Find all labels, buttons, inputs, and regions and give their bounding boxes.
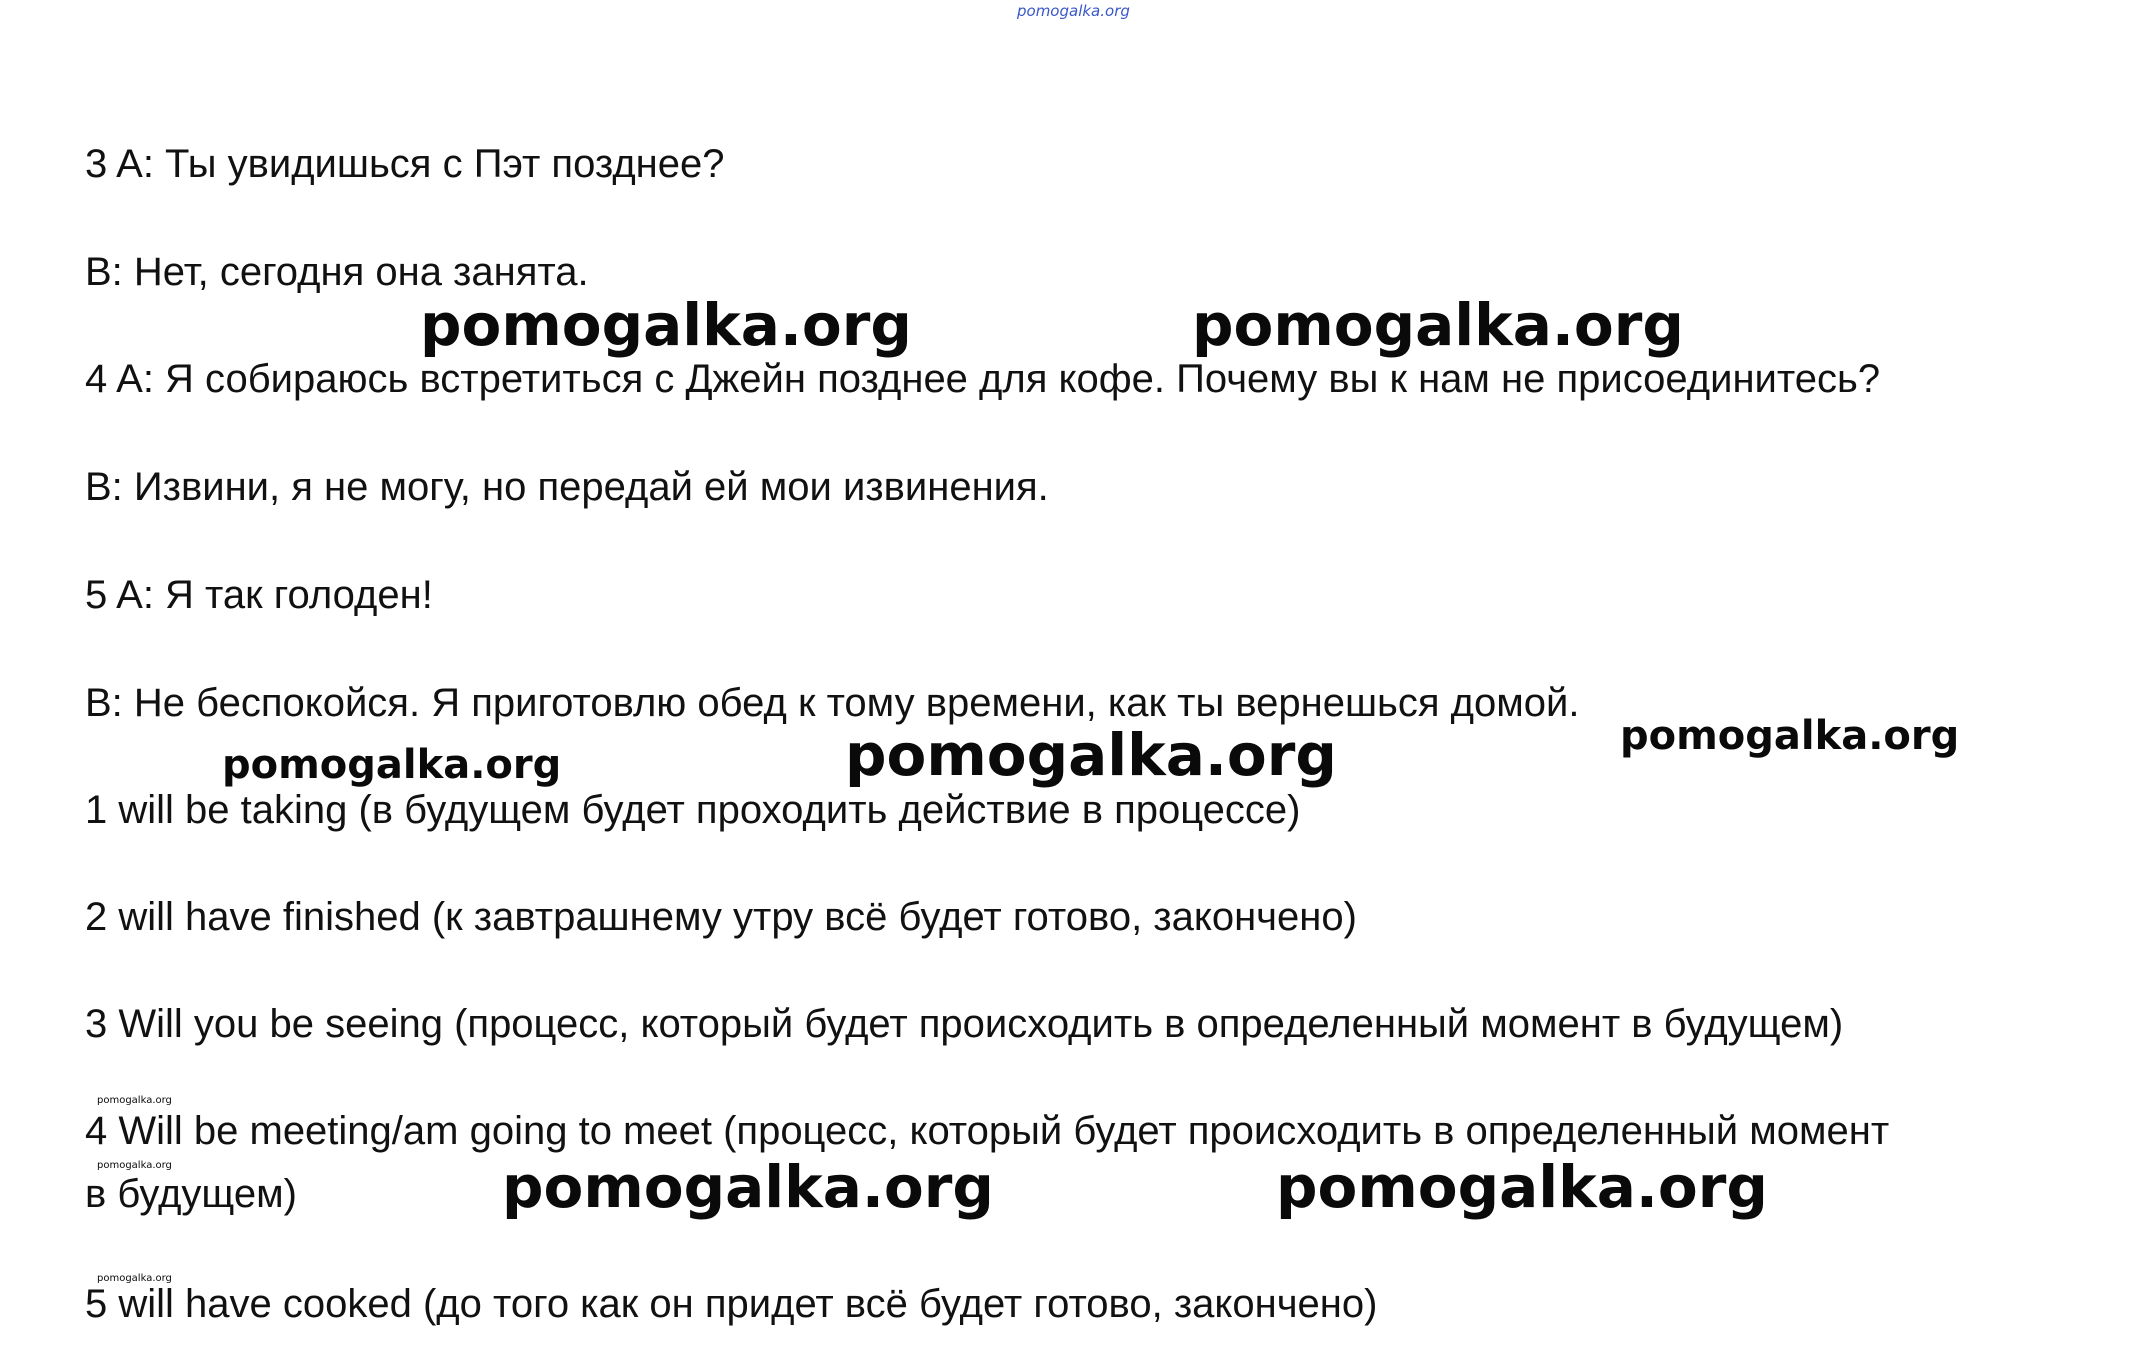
watermark-big-4: pomogalka.org	[502, 1153, 994, 1221]
text-line-11: в будущем)	[85, 1172, 297, 1216]
text-line-5: 5 A: Я так голоден!	[85, 573, 433, 617]
watermark-tiny-2: pomogalka.org	[97, 1160, 172, 1171]
watermark-tiny-3: pomogalka.org	[97, 1273, 172, 1284]
text-line-9: 3 Will you be seeing (процесс, который будет происходить в определенный момент в будущем)	[85, 1002, 1844, 1046]
watermark-mid-2: pomogalka.org	[1620, 713, 1960, 759]
text-line-6: B: Не беспокойся. Я приготовлю обед к тому времени, как ты вернешься домой.	[85, 681, 1580, 725]
text-line-4: B: Извини, я не могу, но передай ей мои извинения.	[85, 465, 1049, 509]
text-line-1: 3 A: Ты увидишься с Пэт позднее?	[85, 142, 725, 186]
text-line-12: 5 will have cooked (до того как он придет всё будет готово, закончено)	[85, 1282, 1378, 1326]
watermark-big-3: pomogalka.org	[845, 721, 1337, 789]
text-line-7: 1 will be taking (в будущем будет проходить действие в процессе)	[85, 788, 1301, 832]
text-line-10: 4 Will be meeting/am going to meet (процесс, который будет происходить в определенный момент	[85, 1109, 1890, 1153]
watermark-tiny-1: pomogalka.org	[97, 1095, 172, 1106]
text-line-3: 4 A: Я собираюсь встретиться с Джейн позднее для кофе. Почему вы к нам не присоединитесь?	[85, 357, 1881, 401]
watermark-big-2: pomogalka.org	[1192, 291, 1684, 359]
watermark-big-1: pomogalka.org	[420, 291, 912, 359]
watermark-big-5: pomogalka.org	[1276, 1153, 1768, 1221]
top-watermark: pomogalka.org	[1017, 2, 1130, 20]
text-line-2: B: Нет, сегодня она занята.	[85, 250, 589, 294]
watermark-mid-1: pomogalka.org	[222, 742, 562, 788]
text-line-8: 2 will have finished (к завтрашнему утру всё будет готово, закончено)	[85, 895, 1357, 939]
